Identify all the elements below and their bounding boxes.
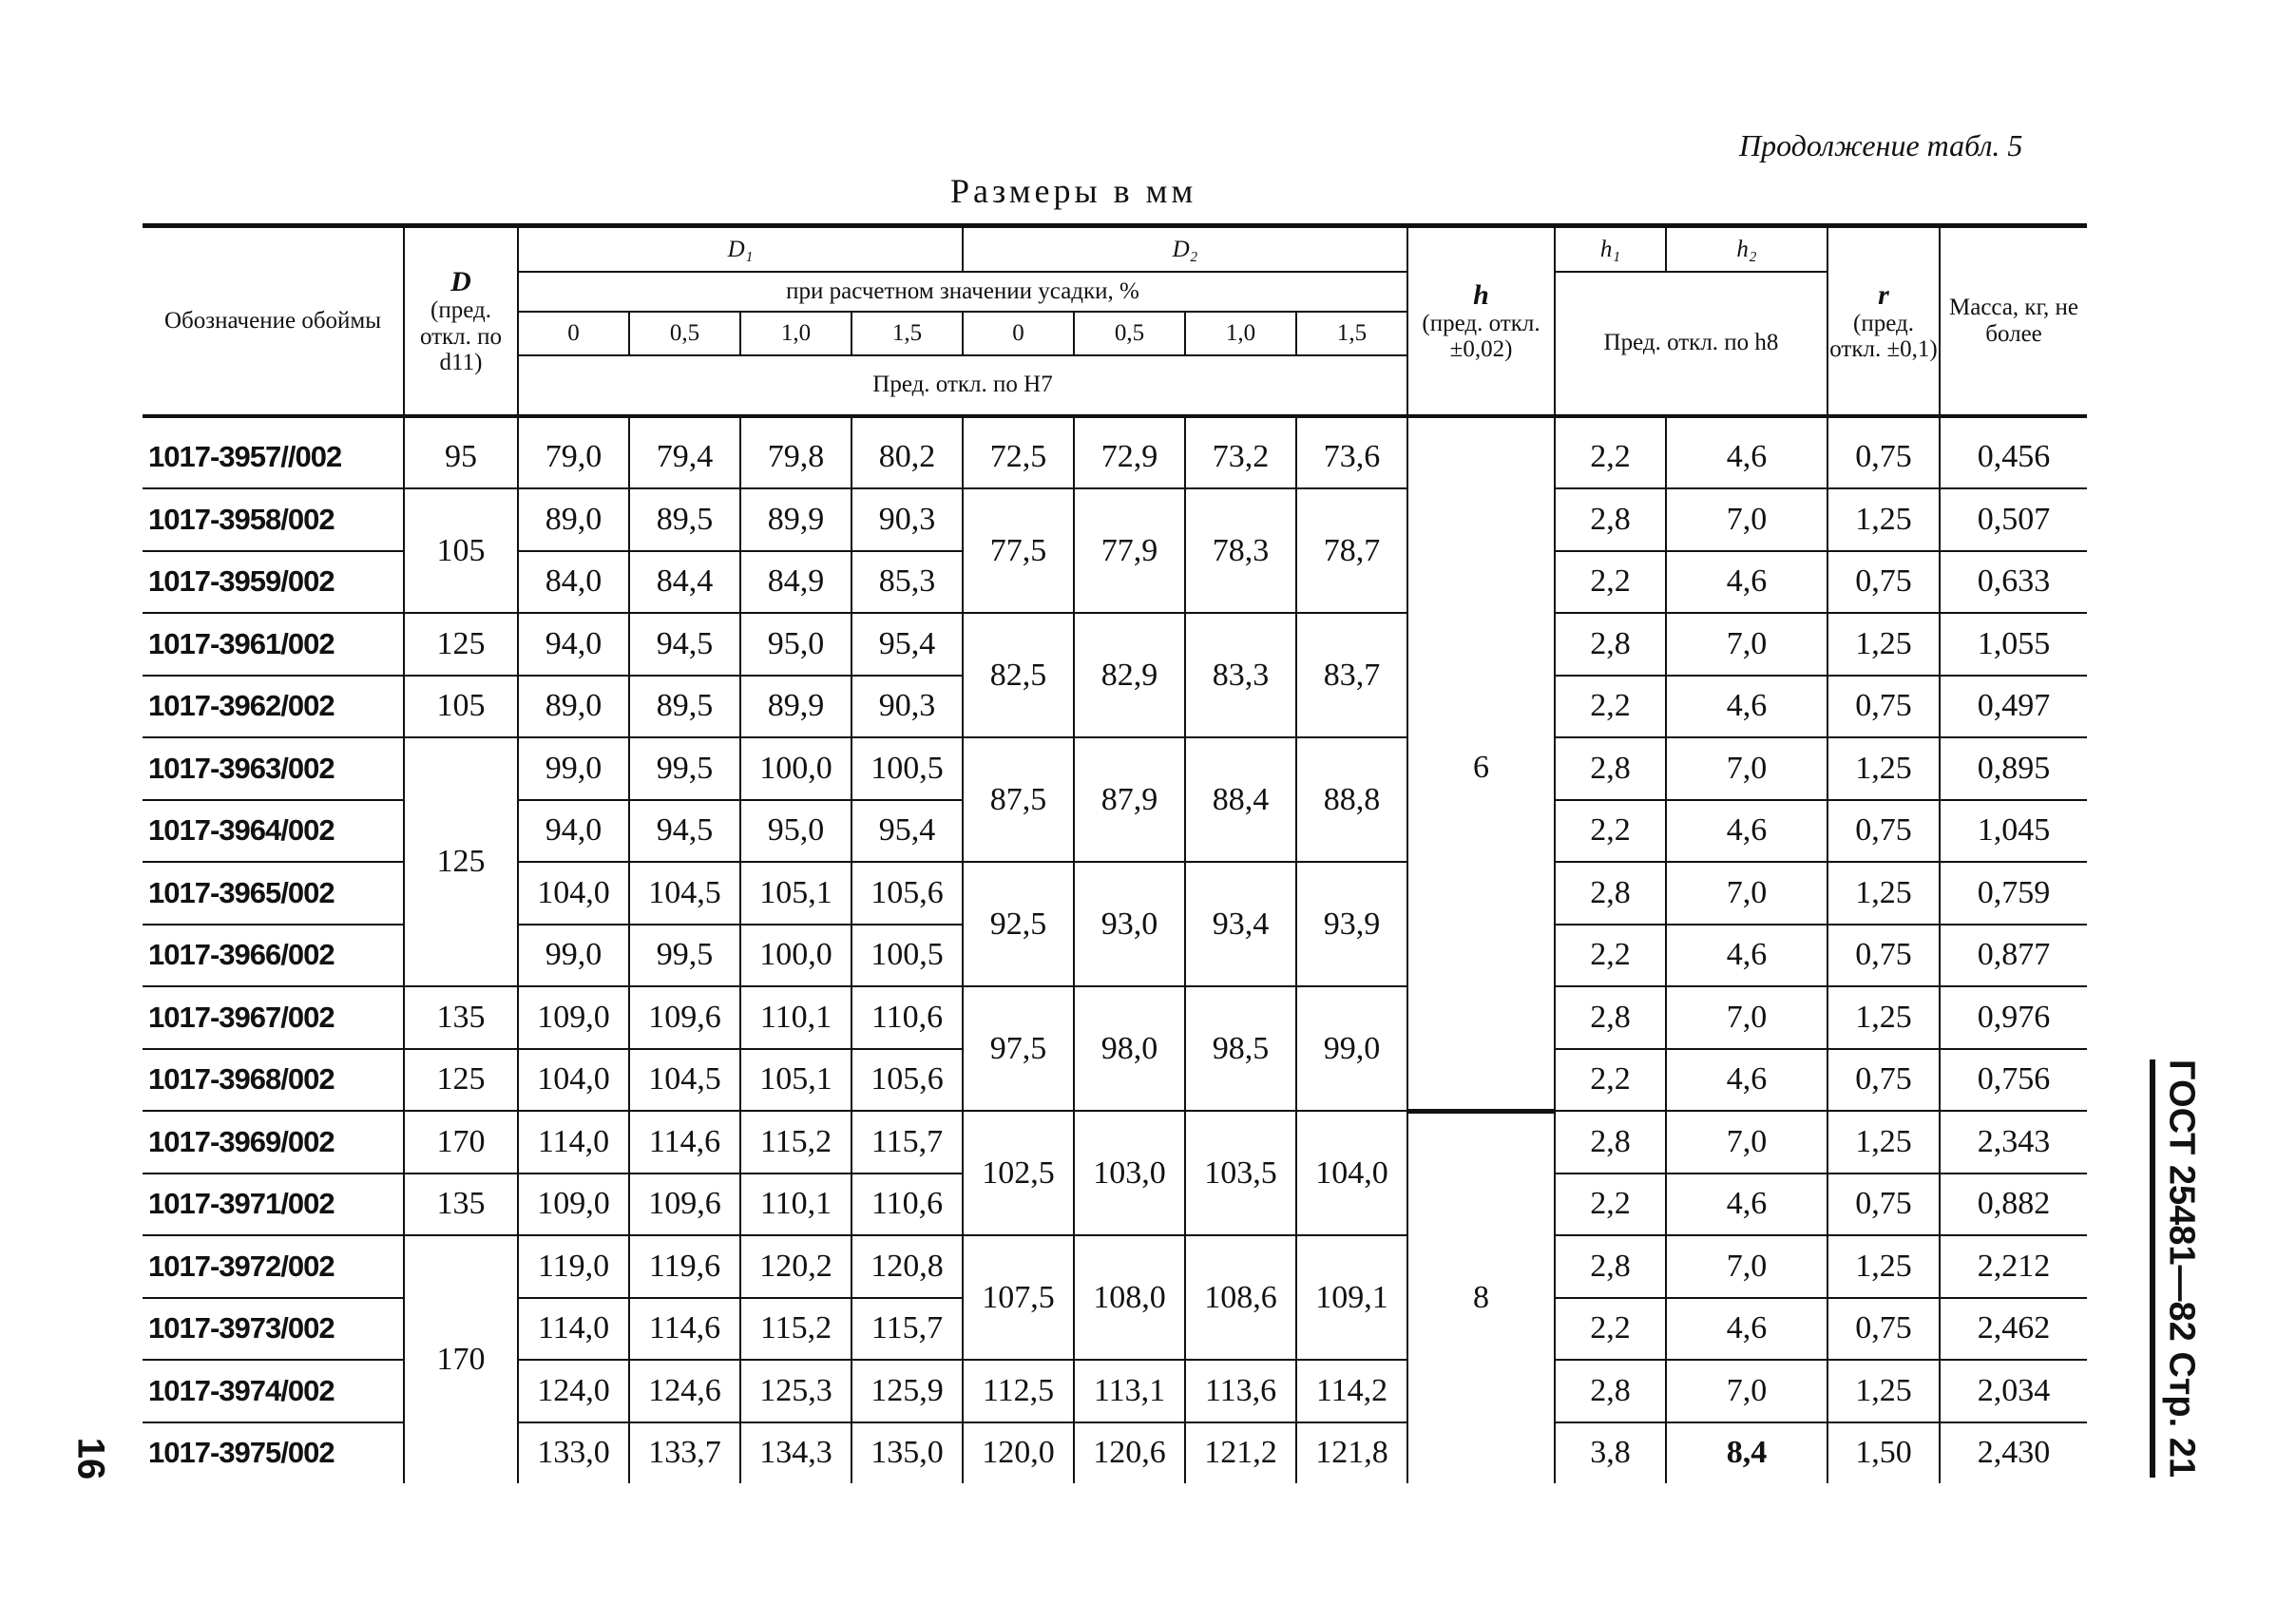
mass-value: 2,343 <box>1940 1111 2087 1174</box>
d2-value: 102,5 <box>963 1111 1074 1235</box>
d2-value: 108,0 <box>1074 1235 1185 1360</box>
d1-value: 100,0 <box>740 737 851 800</box>
r-value: 0,75 <box>1827 800 1940 863</box>
shell-code: 1017-3965/002 <box>143 862 404 925</box>
d-value: 125 <box>404 613 518 676</box>
h2-value: 7,0 <box>1666 613 1827 676</box>
d2-value: 113,6 <box>1185 1360 1296 1422</box>
header-tol-h7: Пред. откл. по H7 <box>518 355 1407 416</box>
d1-value: 114,0 <box>518 1111 629 1174</box>
d2-value: 83,3 <box>1185 613 1296 737</box>
d1-value: 115,7 <box>851 1298 963 1361</box>
h1-value: 2,2 <box>1555 1049 1666 1112</box>
d2-value: 73,6 <box>1296 416 1407 489</box>
r-value: 0,75 <box>1827 416 1940 489</box>
d1-value: 104,0 <box>518 862 629 925</box>
shrink-value: 1,5 <box>1296 312 1407 355</box>
d1-value: 94,5 <box>629 613 740 676</box>
d1-value: 94,0 <box>518 800 629 863</box>
d2-value: 87,9 <box>1074 737 1185 862</box>
header-shrink: при расчетном значении усадки, % <box>518 272 1407 312</box>
mass-value: 1,055 <box>1940 613 2087 676</box>
h1-value: 2,2 <box>1555 676 1666 738</box>
r-value: 1,25 <box>1827 1235 1940 1298</box>
h2-value: 7,0 <box>1666 488 1827 551</box>
shell-code: 1017-3969/002 <box>143 1111 404 1174</box>
d2-value: 78,3 <box>1185 488 1296 613</box>
d1-value: 85,3 <box>851 551 963 614</box>
d1-value: 115,2 <box>740 1298 851 1361</box>
h2-value: 7,0 <box>1666 862 1827 925</box>
d-value: 135 <box>404 1174 518 1236</box>
shell-code: 1017-3972/002 <box>143 1235 404 1298</box>
shell-code: 1017-3967/002 <box>143 986 404 1049</box>
h1-value: 2,2 <box>1555 551 1666 614</box>
d1-value: 84,4 <box>629 551 740 614</box>
header-designation: Обозначение обоймы <box>143 226 404 416</box>
d2-value: 93,9 <box>1296 862 1407 986</box>
d2-value: 103,0 <box>1074 1111 1185 1235</box>
h1-value: 2,2 <box>1555 925 1666 987</box>
d1-value: 89,5 <box>629 488 740 551</box>
d1-value: 133,7 <box>629 1422 740 1484</box>
d1-value: 115,2 <box>740 1111 851 1174</box>
d2-value: 77,9 <box>1074 488 1185 613</box>
h1-value: 2,8 <box>1555 613 1666 676</box>
mass-value: 0,895 <box>1940 737 2087 800</box>
d1-value: 84,9 <box>740 551 851 614</box>
page-number: 16 <box>69 1437 112 1480</box>
shell-code: 1017-3957//002 <box>143 416 404 489</box>
d1-value: 104,0 <box>518 1049 629 1112</box>
r-value: 1,25 <box>1827 737 1940 800</box>
h1-value: 2,8 <box>1555 862 1666 925</box>
shell-code: 1017-3962/002 <box>143 676 404 738</box>
d1-value: 90,3 <box>851 488 963 551</box>
h1-value: 2,8 <box>1555 1111 1666 1174</box>
r-value: 0,75 <box>1827 1049 1940 1112</box>
header-r: r (пред. откл. ±0,1) <box>1827 226 1940 416</box>
d2-value: 88,8 <box>1296 737 1407 862</box>
shell-dimensions-table <box>143 223 2087 1483</box>
shell-code: 1017-3974/002 <box>143 1360 404 1422</box>
header-h: h (пред. откл. ±0,02) <box>1407 226 1555 416</box>
r-value: 1,25 <box>1827 1360 1940 1422</box>
d2-value: 103,5 <box>1185 1111 1296 1235</box>
d-value: 105 <box>404 676 518 738</box>
h2-value: 7,0 <box>1666 1235 1827 1298</box>
d2-value: 112,5 <box>963 1360 1074 1422</box>
d1-value: 80,2 <box>851 416 963 489</box>
d1-value: 114,0 <box>518 1298 629 1361</box>
d2-value: 73,2 <box>1185 416 1296 489</box>
d-value: 170 <box>404 1235 518 1483</box>
d2-value: 108,6 <box>1185 1235 1296 1360</box>
h-value: 6 <box>1407 416 1555 1112</box>
mass-value: 0,882 <box>1940 1174 2087 1236</box>
h2-value: 7,0 <box>1666 1111 1827 1174</box>
d1-value: 104,5 <box>629 1049 740 1112</box>
d2-value: 78,7 <box>1296 488 1407 613</box>
d2-value: 83,7 <box>1296 613 1407 737</box>
d2-value: 107,5 <box>963 1235 1074 1360</box>
d2-value: 109,1 <box>1296 1235 1407 1360</box>
h2-value: 4,6 <box>1666 800 1827 863</box>
d2-value: 121,8 <box>1296 1422 1407 1484</box>
mass-value: 1,045 <box>1940 800 2087 863</box>
h2-value: 4,6 <box>1666 1174 1827 1236</box>
d1-value: 79,4 <box>629 416 740 489</box>
d-value: 125 <box>404 737 518 986</box>
header-d2: D₂ <box>963 226 1407 272</box>
r-value: 1,25 <box>1827 488 1940 551</box>
h2-value: 4,6 <box>1666 925 1827 987</box>
d1-value: 99,0 <box>518 925 629 987</box>
d2-value: 87,5 <box>963 737 1074 862</box>
header-tol-h8: Пред. откл. по h8 <box>1555 272 1827 416</box>
d2-value: 97,5 <box>963 986 1074 1111</box>
d1-value: 109,6 <box>629 1174 740 1236</box>
h1-value: 2,8 <box>1555 488 1666 551</box>
d-value: 170 <box>404 1111 518 1174</box>
r-value: 1,25 <box>1827 862 1940 925</box>
table-row <box>143 613 2087 676</box>
mass-value: 0,877 <box>1940 925 2087 987</box>
d-value: 135 <box>404 986 518 1049</box>
mass-value: 2,462 <box>1940 1298 2087 1361</box>
d2-value: 120,6 <box>1074 1422 1185 1484</box>
d-value: 95 <box>404 416 518 489</box>
d2-value: 120,0 <box>963 1422 1074 1484</box>
d2-value: 72,9 <box>1074 416 1185 489</box>
table-row <box>143 1235 2087 1298</box>
d1-value: 79,8 <box>740 416 851 489</box>
shell-code: 1017-3973/002 <box>143 1298 404 1361</box>
shrink-value: 1,0 <box>1185 312 1296 355</box>
d1-value: 94,0 <box>518 613 629 676</box>
table-row <box>143 986 2087 1049</box>
shell-code: 1017-3975/002 <box>148 1436 335 1470</box>
h2-value: 7,0 <box>1666 986 1827 1049</box>
h2-value: 4,6 <box>1666 1298 1827 1361</box>
d1-value: 114,6 <box>629 1111 740 1174</box>
r-value: 1,25 <box>1827 613 1940 676</box>
d1-value: 89,5 <box>629 676 740 738</box>
h2-value: 8,4 <box>1666 1422 1827 1484</box>
mass-value: 2,034 <box>1940 1360 2087 1422</box>
shrink-value: 1,5 <box>851 312 963 355</box>
d1-value: 104,5 <box>629 862 740 925</box>
h1-value: 2,8 <box>1555 986 1666 1049</box>
d1-value: 109,0 <box>518 986 629 1049</box>
d1-value: 95,0 <box>740 800 851 863</box>
table-body <box>143 416 2087 1484</box>
h2-value: 7,0 <box>1666 1360 1827 1422</box>
mass-value: 2,212 <box>1940 1235 2087 1298</box>
h1-value: 3,8 <box>1555 1422 1666 1484</box>
d2-value: 98,0 <box>1074 986 1185 1111</box>
units-caption: Размеры в мм <box>950 172 1197 210</box>
d1-value: 110,1 <box>740 986 851 1049</box>
d1-value: 100,5 <box>851 925 963 987</box>
d1-value: 100,0 <box>740 925 851 987</box>
d1-value: 105,6 <box>851 1049 963 1112</box>
d2-value: 92,5 <box>963 862 1074 986</box>
d1-value: 84,0 <box>518 551 629 614</box>
d1-value: 133,0 <box>518 1422 629 1484</box>
d1-value: 95,4 <box>851 613 963 676</box>
d2-value: 82,9 <box>1074 613 1185 737</box>
r-value: 1,25 <box>1827 1111 1940 1174</box>
shrink-value: 0 <box>518 312 629 355</box>
h2-value: 4,6 <box>1666 551 1827 614</box>
h1-value: 2,2 <box>1555 1298 1666 1361</box>
d2-value: 113,1 <box>1074 1360 1185 1422</box>
d-value: 105 <box>404 488 518 613</box>
continuation-caption: Продолжение табл. 5 <box>1739 128 2023 162</box>
d1-value: 105,1 <box>740 1049 851 1112</box>
shell-code: 1017-3968/002 <box>143 1049 404 1112</box>
r-value: 0,75 <box>1827 1174 1940 1236</box>
d1-value: 120,2 <box>740 1235 851 1298</box>
r-value: 0,75 <box>1827 551 1940 614</box>
mass-value: 0,456 <box>1940 416 2087 489</box>
header-h2: h₂ <box>1666 226 1827 272</box>
mass-value: 0,756 <box>1940 1049 2087 1112</box>
header-d1: D₁ <box>518 226 963 272</box>
shrink-value: 0 <box>963 312 1074 355</box>
d1-value: 79,0 <box>518 416 629 489</box>
d1-value: 90,3 <box>851 676 963 738</box>
d1-value: 105,1 <box>740 862 851 925</box>
r-value: 0,75 <box>1827 676 1940 738</box>
d1-value: 119,6 <box>629 1235 740 1298</box>
d1-value: 125,9 <box>851 1360 963 1422</box>
d1-value: 134,3 <box>740 1422 851 1484</box>
shell-code: 1017-3961/002 <box>143 613 404 676</box>
d1-value: 124,0 <box>518 1360 629 1422</box>
d1-value: 99,5 <box>629 925 740 987</box>
d2-value: 82,5 <box>963 613 1074 737</box>
h2-value: 7,0 <box>1666 737 1827 800</box>
d1-value: 109,6 <box>629 986 740 1049</box>
shell-code: 1017-3964/002 <box>143 800 404 863</box>
d2-value: 93,0 <box>1074 862 1185 986</box>
h2-value: 4,6 <box>1666 1049 1827 1112</box>
d1-value: 114,6 <box>629 1298 740 1361</box>
d2-value: 98,5 <box>1185 986 1296 1111</box>
header-h1: h₁ <box>1555 226 1666 272</box>
d1-value: 124,6 <box>629 1360 740 1422</box>
table-header <box>143 226 2087 416</box>
shell-code: 1017-3971/002 <box>143 1174 404 1236</box>
mass-value: 0,759 <box>1940 862 2087 925</box>
d2-value: 114,2 <box>1296 1360 1407 1422</box>
shrink-value: 0,5 <box>1074 312 1185 355</box>
d2-value: 93,4 <box>1185 862 1296 986</box>
h2-value: 4,6 <box>1666 416 1827 489</box>
d1-value: 135,0 <box>851 1422 963 1484</box>
d1-value: 95,0 <box>740 613 851 676</box>
shell-code: 1017-3966/002 <box>143 925 404 987</box>
d1-value: 94,5 <box>629 800 740 863</box>
d2-value: 104,0 <box>1296 1111 1407 1235</box>
r-value: 1,25 <box>1827 986 1940 1049</box>
d-value: 125 <box>404 1049 518 1112</box>
standard-side-label: ГОСТ 25481—82 Стр. 21 <box>2161 1059 2202 1479</box>
r-value: 0,75 <box>1827 925 1940 987</box>
h1-value: 2,2 <box>1555 1174 1666 1236</box>
d2-value: 99,0 <box>1296 986 1407 1111</box>
shrink-value: 1,0 <box>740 312 851 355</box>
shrink-value: 0,5 <box>629 312 740 355</box>
d1-value: 89,0 <box>518 676 629 738</box>
mass-value: 0,497 <box>1940 676 2087 738</box>
d2-value: 77,5 <box>963 488 1074 613</box>
mass-value: 0,976 <box>1940 986 2087 1049</box>
d2-value: 88,4 <box>1185 737 1296 862</box>
d2-value: 72,5 <box>963 416 1074 489</box>
d1-value: 99,5 <box>629 737 740 800</box>
d1-value: 100,5 <box>851 737 963 800</box>
d1-value: 95,4 <box>851 800 963 863</box>
d1-value: 125,3 <box>740 1360 851 1422</box>
d1-value: 89,9 <box>740 676 851 738</box>
table-row <box>143 488 2087 551</box>
h1-value: 2,2 <box>1555 800 1666 863</box>
d1-value: 110,6 <box>851 986 963 1049</box>
header-d: D (пред. откл. по d11) <box>404 226 518 416</box>
h1-value: 2,2 <box>1555 416 1666 489</box>
d1-value: 110,6 <box>851 1174 963 1236</box>
d1-value: 89,9 <box>740 488 851 551</box>
d1-value: 99,0 <box>518 737 629 800</box>
d2-value: 121,2 <box>1185 1422 1296 1484</box>
mass-value: 2,430 <box>1940 1422 2087 1484</box>
d1-value: 115,7 <box>851 1111 963 1174</box>
shell-code: 1017-3959/002 <box>143 551 404 614</box>
shell-code: 1017-3958/002 <box>143 488 404 551</box>
d1-value: 120,8 <box>851 1235 963 1298</box>
r-value: 0,75 <box>1827 1298 1940 1361</box>
mass-value: 0,507 <box>1940 488 2087 551</box>
h2-value: 4,6 <box>1666 676 1827 738</box>
table-row <box>143 416 2087 489</box>
d1-value: 110,1 <box>740 1174 851 1236</box>
h1-value: 2,8 <box>1555 1360 1666 1422</box>
d1-value: 119,0 <box>518 1235 629 1298</box>
d1-value: 109,0 <box>518 1174 629 1236</box>
mass-value: 0,633 <box>1940 551 2087 614</box>
r-value: 1,50 <box>1827 1422 1940 1484</box>
h-value: 8 <box>1407 1111 1555 1483</box>
header-mass: Масса, кг, не более <box>1940 226 2087 416</box>
table-row <box>143 737 2087 800</box>
shell-code: 1017-3963/002 <box>143 737 404 800</box>
h1-value: 2,8 <box>1555 1235 1666 1298</box>
table-row <box>143 1111 2087 1174</box>
h1-value: 2,8 <box>1555 737 1666 800</box>
d1-value: 105,6 <box>851 862 963 925</box>
d1-value: 89,0 <box>518 488 629 551</box>
